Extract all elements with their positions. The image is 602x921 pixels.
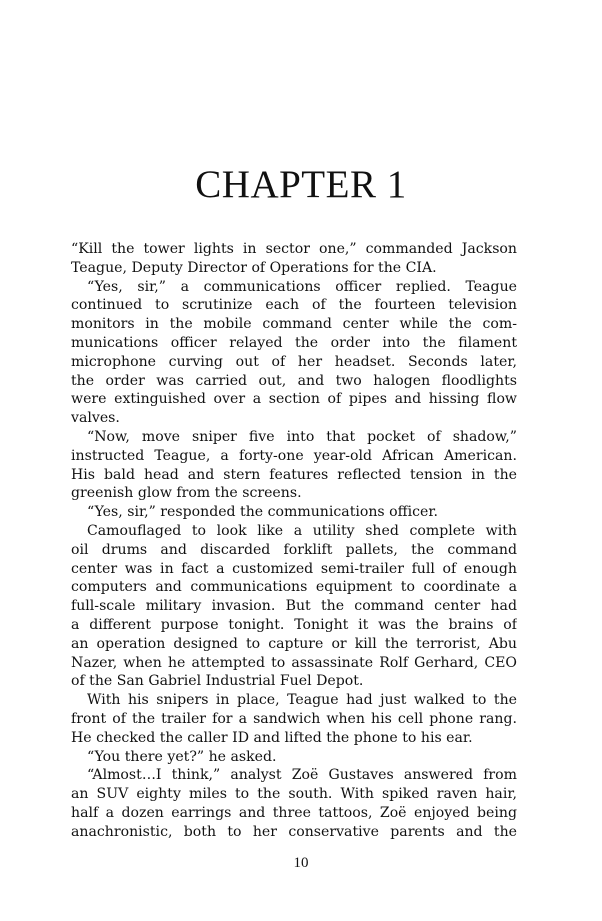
text-line: “Yes, sir,” a communications officer replied. Teague	[87, 278, 517, 295]
text-line: oil drums and discarded forklift pallets, the command	[71, 541, 517, 558]
text-line: “Almost…I think,” analyst Zoë Gustaves answered from	[87, 767, 517, 784]
text-line: instructed Teague, a forty-one year-old African American.	[71, 447, 517, 464]
text-line: He checked the caller ID and lifted the phone to his ear.	[71, 729, 473, 746]
text-line: Teague, Deputy Director of Operations for the CIA.	[71, 259, 437, 276]
text-line: “You there yet?” he asked.	[87, 748, 277, 765]
text-line: front of the trailer for a sandwich when his cell phone rang.	[71, 710, 517, 727]
text-line: were extinguished over a section of pipes and hissing flow	[71, 391, 517, 408]
text-line: “Now, move sniper five into that pocket of shadow,”	[87, 428, 517, 445]
chapter-title: CHAPTER 1	[195, 163, 407, 206]
text-line: “Yes, sir,” responded the communications officer.	[87, 504, 439, 521]
text-line: half a dozen earrings and three tattoos, Zoë enjoyed being	[71, 804, 517, 821]
text-line: munications officer relayed the order into the filament	[71, 334, 517, 351]
text-line: center was in fact a customized semi-trailer full of enough	[71, 560, 517, 577]
text-line: an SUV eighty miles to the south. With spiked raven hair,	[71, 786, 517, 803]
text-line: full-scale military invasion. But the command center had	[71, 598, 517, 615]
page-number: 10	[293, 855, 309, 871]
text-line: Camouflaged to look like a utility shed complete with	[87, 522, 517, 539]
text-line: of the San Gabriel Industrial Fuel Depot.	[71, 673, 364, 690]
text-line: valves.	[71, 410, 120, 427]
text-line: Nazer, when he attempted to assassinate Rolf Gerhard, CEO	[71, 654, 517, 671]
text-line: anachronistic, both to her conservative parents and the	[71, 823, 517, 840]
text-line: monitors in the mobile command center while the com-	[71, 316, 517, 333]
text-line: greenish glow from the screens.	[71, 485, 302, 502]
text-line: With his snipers in place, Teague had just walked to the	[87, 692, 517, 709]
chapter-body-text	[71, 240, 517, 842]
text-line: microphone curving out of her headset. Seconds later,	[71, 353, 517, 370]
text-line: computers and communications equipment to coordinate a	[71, 579, 517, 596]
text-line: a different purpose tonight. Tonight it was the brains of	[71, 616, 517, 633]
text-line: “Kill the tower lights in sector one,” commanded Jackson	[71, 241, 517, 257]
text-line: the order was carried out, and two halogen floodlights	[71, 372, 517, 389]
text-line: continued to scrutinize each of the fourteen television	[71, 297, 517, 314]
text-line: His bald head and stern features reflected tension in the	[71, 466, 517, 483]
text-line: an operation designed to capture or kill the terrorist, Abu	[71, 635, 517, 652]
